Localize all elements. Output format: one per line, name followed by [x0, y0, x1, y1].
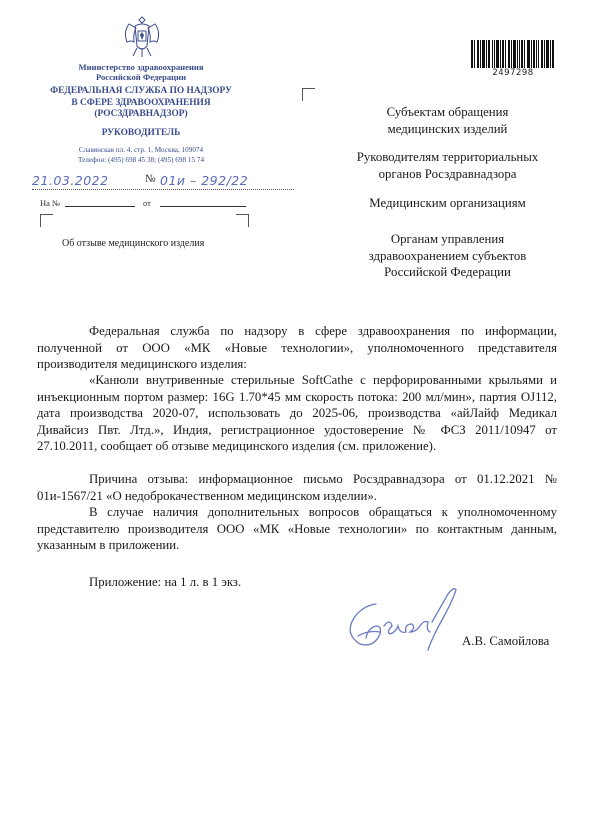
- recipient-3-line1: Медицинским организациям: [369, 196, 526, 210]
- recipient-1-line1: Субъектам обращения: [386, 105, 509, 119]
- service-name-line2: В СФЕРЕ ЗДРАВООХРАНЕНИЯ: [71, 97, 211, 108]
- service-name-line1: ФЕДЕРАЛЬНАЯ СЛУЖБА ПО НАДЗОРУ: [50, 86, 232, 96]
- head-title: РУКОВОДИТЕЛЬ: [101, 128, 181, 138]
- reference-date-label: от: [143, 198, 151, 208]
- signature-icon: [336, 586, 466, 652]
- recipient-3: [320, 195, 575, 212]
- service-name-line3: (РОСЗДРАВНАДЗОР): [94, 109, 188, 119]
- attachment-note: Приложение: на 1 л. в 1 экз.: [89, 575, 242, 589]
- recipient-4: [320, 231, 575, 281]
- recipient-4-line3: Российской Федерации: [384, 265, 511, 279]
- barcode-icon: [471, 40, 555, 68]
- ministry-name-line2: Российской Федерации: [95, 72, 187, 82]
- registration-line: [32, 175, 294, 189]
- barcode-number: 2497298: [492, 68, 534, 78]
- body-paragraph-4: В случае наличия дополнительных вопросов обращаться к уполномоченному представителю производителя ООО «МК «Новые технологии» по контактным данным, указанным в приложении.: [37, 505, 557, 552]
- letter-subject: Об отзыве медицинского изделия: [62, 238, 205, 249]
- subject-corner-right: [236, 214, 249, 227]
- signer-name: А.В. Самойлова: [462, 634, 550, 648]
- ministry-name-line1: Министерство здравоохранения: [78, 62, 204, 72]
- registration-number: 01и – 292/22: [160, 173, 249, 188]
- recipient-1: [320, 104, 575, 137]
- address-corner-left: [302, 88, 315, 101]
- phone-line: Телефон: (495) 698 45 38; (495) 698 15 74: [77, 156, 205, 164]
- subject-corner-left: [40, 214, 53, 227]
- registration-date: 21.03.2022: [32, 173, 109, 188]
- coat-of-arms-emblem-icon: [121, 14, 163, 60]
- recipient-1-line2: медицинских изделий: [387, 121, 508, 136]
- body-paragraph-2: «Канюли внутривенные стерильные SoftCathe с перфорированными крыльями и инъекционным портом размер: 16G 1.70*45 мм скорость потока: 200 мл/мин», партия OJ112, дата производства 2020-07, использовать до 2025-06, производства «айЛайф Медикал Дивайсиз Пвт. Лтд.», Индия, регистрационное удостоверение № ФСЗ 2011/10947 от 27.10.2011, сообщает об отзыве медицинского изделия (см. приложение).: [37, 373, 557, 453]
- reference-number-blank: [65, 206, 135, 207]
- address-line1: Славянская пл. 4, стр. 1, Москва, 109074: [78, 146, 204, 154]
- body-paragraph-1: Федеральная служба по надзору в сфере здравоохранения по информации, полученной от ООО «МК «Новые технологии», уполномоченного представителя производителя медицинского изделия:: [37, 324, 557, 371]
- recipient-2-line2: органов Росздравнадзора: [378, 166, 517, 181]
- recipient-2-line1: Руководителям территориальных: [356, 150, 539, 164]
- recipient-2: [320, 149, 575, 182]
- recipient-4-line2: здравоохранением субъектов: [368, 248, 527, 263]
- reference-date-blank: [160, 206, 246, 207]
- body-paragraph-3: Причина отзыва: информационное письмо Росздравнадзора от 01.12.2021 № 01и-1567/21 «О недоброкачественном медицинском изделии».: [37, 472, 557, 503]
- number-label: №: [145, 173, 156, 185]
- recipient-4-line1: Органам управления: [390, 232, 505, 246]
- reference-number-label: На №: [40, 198, 61, 208]
